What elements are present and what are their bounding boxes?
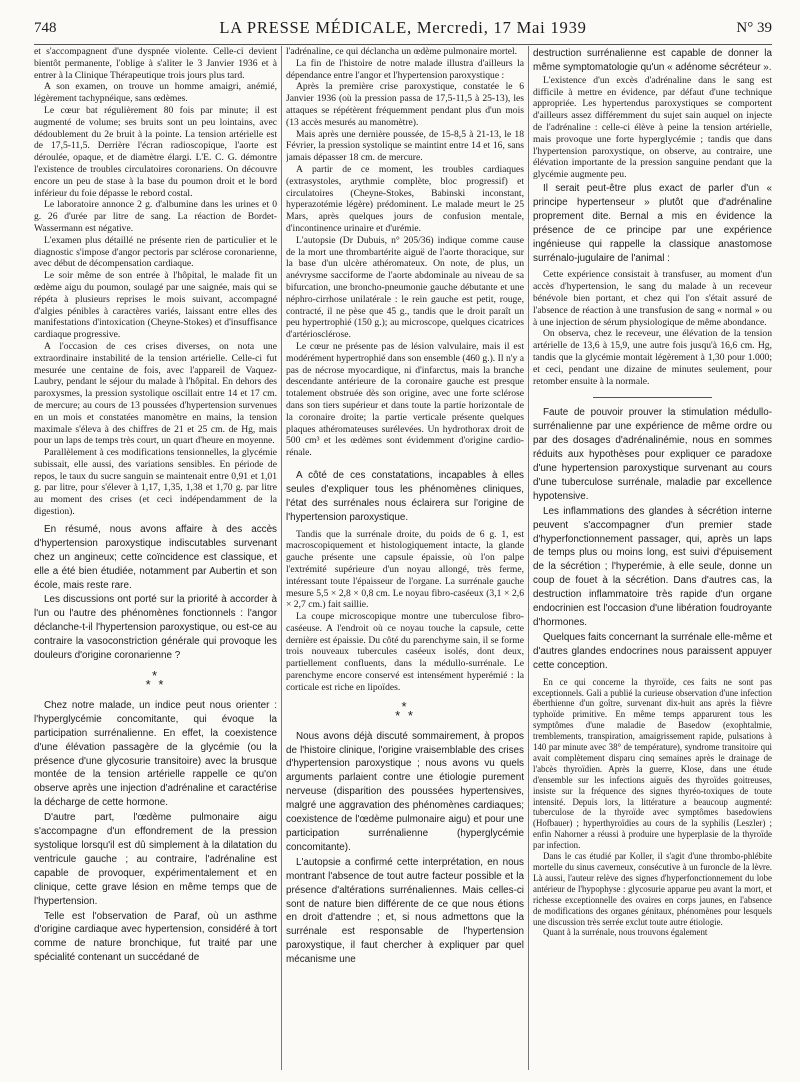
paragraph: Le cœur bat régulièrement 80 fois par minute; il est augmenté de volume; ses bruits sont un peu lointains, avec dédoublement du 2e bruit à la pointe. La tension artérielle est de 17,5-11,5. Derrière l'écran radioscopique, l'aorte est déroulée, opaque, et de diamètre élargi. L'E. C. G. démontre l'existence de troubles circulatoires coronariens. On découvre encore un peu de stase à la base du poumon droit et le bord inférieur du foie dépasse le rebord costal. (34, 104, 277, 199)
paragraph: destruction surrénalienne est capable de donner la même symptomatologie qu'un « adénome sécréteur ». (533, 48, 772, 73)
journal-title: LA PRESSE MÉDICALE, Mercredi, 17 Mai 1939 (219, 18, 587, 37)
paragraph: A son examen, on trouve un homme amaigri, anémié, légèrement tachypnéique, sans œdèmes. (34, 81, 277, 105)
paragraph: Cette expérience consistait à transfuser, au moment d'un accès d'hypertension, le sang du malade à un receveur bénévole bien portant, et chez qui l'on s'était assuré de l'absence de réaction à une transfusion de sang « normal » ou à une injection de sérum physiologique de même abondance. (533, 269, 772, 328)
column-1 (34, 46, 277, 1072)
short-rule (593, 397, 712, 398)
page-header (34, 18, 772, 42)
paragraph: En résumé, nous avons affaire à des accès d'hypertension paroxystique indiscutables survenant chez un angineux; cette coïncidence est classique, et elle a été bien étudiée, notamment par Aubertin et son école, mais reste rare. (34, 523, 277, 591)
paragraph: En ce qui concerne la thyroïde, ces faits ne sont pas exceptionnels. Gali a publié la curieuse observation d'une infection éberthienne d'un goître, survenant dix-huit ans après la fièvre typhoïde primitive. En même temps apparurent tous les symptômes d'une maladie de Basedow (exophtalmie, tremblements, transpiration, amaigrissement rapide, pulsations à 140 par minute avec 38° de température), syndrome transitoire qui avait complètement disparu cinq semaines après le drainage de l'abcès thyroïdien. Après la guerre, Klose, dans une étude d'ensemble sur les infections aiguës des thyroïdes goitreuses, insiste sur la fréquence des signes thyréo-toxiques de toute intensité. Depuis lors, la littérature a beaucoup augmenté: tuberculose de la thyroïde avec symptômes basedowiens (Hofbauer) ; hyperthyroïdies au cours de la syphilis (Leszler) ; enfin Nahorner a réussi à produire une hyperplasie de la thyroïde par infection. (533, 676, 772, 851)
column-divider (281, 46, 282, 1070)
paragraph: Il serait peut-être plus exact de parler d'un « principe hypertenseur » plutôt que d'adrénaline proprement dite. Bernal a mis en évidence la présence de ce principe par une expérience ingénieuse qui rappelle la classique anastomose surrénalo-jugulaire de l'animal : (533, 182, 772, 264)
paragraph: Faute de pouvoir prouver la stimulation médullo-surrénalienne par une expérience de même ordre ou par des dosages d'adrénalinémie, nous en sommes réduits aux hypothèses pour expliquer ce paradoxe d'une hypertension paroxystique survenant au cours d'une tuberculose surrénale, maladie par excellence hypotensive. (533, 407, 772, 502)
paragraph: Les inflammations des glandes à sécrétion interne peuvent s'accompagner d'un premier stade d'hyperfonctionnement passager, qui, après un laps de temps plus ou moins long, est suivi d'épuisement de la sécrétion ; l'hyperémie, à elle seule, donne un coup de fouet à la sécrétion. Dans d'autres cas, la destruction inflammatoire très rapide d'un organe endocrinien est l'occasion d'une libération foudroyante d'hormones. (533, 505, 772, 628)
paragraph: Mais après une dernière poussée, de 15-8,5 à 21-13, le 18 Février, la pression systolique se maintint entre 14 et 16, sans jamais dépasser 18 cm. de mercure. (286, 128, 524, 164)
page-number: 748 (34, 20, 57, 36)
column-divider (528, 46, 529, 1070)
paragraph: L'examen plus détaillé ne présente rien de particulier et le diagnostic s'impose d'angor pectoris par sclérose coronarienne, avec début de décompensation cardiaque. (34, 234, 277, 270)
column-2 (286, 46, 524, 1072)
paragraph: A côté de ces constatations, incapables à elles seules d'expliquer tous les phénomènes cliniques, l'état des surrénales nous éclairera sur l'origine de l'hypertension paroxystique. (286, 469, 524, 523)
section-separator: * * * (395, 698, 415, 723)
paragraph: La fin de l'histoire de notre malade illustra d'ailleurs la dépendance entre l'angor et l'hypertension paroxystique : (286, 57, 524, 81)
paragraph: Après la première crise paroxystique, constatée le 6 Janvier 1936 (où la pression passa de 17,5-11,5 à 25-13), les attaques se répétèrent fréquemment pendant plus d'un mois (13 accès mesurés au manomètre). (286, 81, 524, 128)
paragraph: L'autopsie a confirmé cette interprétation, en nous montrant l'absence de tout autre facteur possible et la présence d'altérations surrénaliennes. Mais celles-ci sont de nature bien différente de ce que nous étions en droit d'attendre ; et, si nous admettons que la surrénale est responsable de l'hypertension paroxystique, il faut chercher à expliquer par quel mécanisme une (286, 856, 524, 966)
paragraph: On observa, chez le receveur, une élévation de la tension artérielle de 13,6 à 15,9, une autre fois jusqu'à 16,6 cm. Hg, tandis que la glycémie montait légèrement à 1,30 pour 1.000; et ceci, pendant une dizaine de minutes seulement, pour retomber ensuite à la normale. (533, 328, 772, 387)
paragraph: Nous avons déjà discuté sommairement, à propos de l'histoire clinique, l'origine vraisemblable des crises d'hypertension paroxystique ; nous avons vu quels arguments parlaient contre une étiologie purement nerveuse (disparition des poussées hypertensives, malgré une aggravation des phénomènes cardiaques; coexistence de l'œdème pulmonaire aigu) et pour une participation surrénalienne (hyperglycémie concomitante). (286, 730, 524, 853)
paragraph: Le soir même de son entrée à l'hôpital, le malade fit un œdème aigu du poumon, soulagé par une saignée, mais qui se répéta à plusieurs reprises le mois suivant, accompagné d'algies pénibles à caractères variés, laissant entre elles des manifestations d'intoxication (Cheyne-Stokes) et d'insuffisance cardiaque progressive. (34, 270, 277, 341)
paragraph: Chez notre malade, un indice peut nous orienter : l'hyperglycémie concomitante, qui évoque la participation surrénalienne. En effet, la coexistence d'une élévation passagère de la glycémie (ou la présence d'une glycosurie transitoire) avec la brusque montée de la tension artérielle rappelle ce qu'on observe après une injection d'adrénaline et caractérise la décharge de cette hormone. (34, 699, 277, 809)
header-rule (34, 44, 772, 45)
paragraph: Dans le cas étudié par Koller, il s'agit d'une thrombo-phlébite mortelle du sinus caverneux, consécutive à un furoncle de la lèvre. Là aussi, l'auteur relève des signes d'hyperfonctionnement du lobe antérieur de l'hypophyse : glycosurie apparue peu avant la mort, et richesse exceptionnelle des ovaires en corps jaunes, en l'absence de modifications des organes génitaux, phénomènes pour lesquels une discussion très serrée exclut toute autre étiologie. (533, 851, 772, 927)
paragraph: Quelques faits concernant la surrénale elle-même et d'autres glandes endocrines nous paraissent appuyer cette conception. (533, 631, 772, 671)
paragraph: Le laboratoire annonce 2 g. d'albumine dans les urines et 0 g. 26 d'urée par litre de sang. La réaction de Bordet-Wassermann est négative. (34, 199, 277, 234)
paragraph: D'autre part, l'œdème pulmonaire aigu s'accompagne d'un effondrement de la pression systolique lorsqu'il est dû simplement à la dilatation du ventricule gauche ; au contraire, l'adrénaline est capable de provoquer, expérimentalement et en clinique, cette grave lésion en même temps que de l'hypertension. (34, 812, 277, 907)
paragraph: La coupe microscopique montre une tuberculose fibro-caséeuse. A l'endroit où ce noyau touche la capsule, cette dernière est épaissie. Du côté du parenchyme sain, il se forme trois nouveaux tubercules caséeux isolés, dont deux, partiellement confluents, dans la médullo-surrénale. Le parenchyme encore conservé est intensément hyperémié : la corticale est riche en lipoïdes. (286, 611, 524, 693)
paragraph: et s'accompagnent d'une dyspnée violente. Celle-ci devient bientôt permanente, l'oblige à s'aliter le 3 Janvier 1936 et à entrer à la Clinique Thérapeutique trois jours plus tard. (34, 46, 277, 81)
paragraph: L'autopsie (Dr Dubuis, n° 205/36) indique comme cause de la mort une thrombartérite aiguë de l'aorte thoracique, sur la base d'un ulcère athéromateux. On note, de plus, un anévrysme sacciforme de l'aorte abdominale au niveau de sa bifurcation, une broncho-pneumonie gauche débutante et une néphro-cirrhose unilatérale : le rein gauche est petit, rouge, contracté, il ne pèse que 45 g., tandis que le droit paraît un peu hypertrophié (150 g.); au microscope, quelques cicatrices d'artériosclérose. (286, 234, 524, 341)
paragraph: Telle est l'observation de Paraf, où un asthme d'origine cardiaque avec hypertension, considéré à tort comme de nature bronchique, fut traité par une spécialité contenant un succédané de (34, 910, 277, 964)
paragraph: Le cœur ne présente pas de lésion valvulaire, mais il est modérément hypertrophié dans son ensemble (460 g.). Il n'y a pas de nécrose myocardique, ni d'infarctus, mais la branche descendante antérieure de la coronaire gauche est presque totalement obstruée dès son origine, avec une forte sclérose dans son tiers supérieur et dans toute la partie horizontale de la coronaire droite; la partie verticale présente quelques plaques athéromateuses surélevées. Un hydrothorax droit de 500 cm³ et les œdèmes sont évidemment d'origine cardio-rénale. (286, 340, 524, 459)
section-separator: * * * (145, 667, 166, 692)
column-3 (533, 46, 772, 1072)
paragraph: L'existence d'un excès d'adrénaline dans le sang est difficile à mettre en évidence, par défaut d'une technique appropriée. Les hypertendus paroxystiques se comportent d'ailleurs assez différemment du sujet sain auquel on injecte de l'adrénaline : celle-ci élève à peine la tension artérielle, mais provoque une forte hyperglycémie ; tandis que dans l'hypertension paroxystique, on observe, au contraire, une élévation importante de la pression sanguine pendant que la glycémie augmente peu. (533, 74, 772, 181)
issue-number: N° 39 (736, 20, 772, 36)
paragraph: Quant à la surrénale, nous trouvons également (543, 927, 708, 938)
paragraph: Parallèlement à ces modifications tensionnelles, la glycémie subissait, elle aussi, des variations sensibles. En période de repos, le taux du sucre sanguin se maintenait entre 0,91 et 1,01 g. par litre, pour s'élever à 1,17, 1,35, 1,38 et 1,70 g. par litre au moment des crises (et ceci indépendamment de la digestion). (34, 447, 277, 518)
paragraph: l'adrénaline, ce qui déclancha un œdème pulmonaire mortel. (286, 46, 518, 57)
paragraph: Tandis que la surrénale droite, du poids de 6 g. 1, est macroscopiquement et histologiquement intacte, la glande gauche présente une capsule épaissie, où l'on palpe l'extrémité supérieure d'un noyau allongé, très ferme, intéressant toute l'épaisseur de l'organe. La surrénale gauche mesure 5,5 × 2,8 × 0,8 cm. Le noyau fibro-caséeux (3,1 × 2,6 × 2,7 cm.) fait saillie. (286, 528, 524, 611)
paragraph: Les discussions ont porté sur la priorité à accorder à l'un ou l'autre des phénomènes fonctionnels : l'angor déclanche-t-il l'hypertension paroxystique, ou est-ce au contraire la vasoconstriction générale qui provoque les douleurs d'origine coronarienne ? (34, 594, 277, 662)
paragraph: A partir de ce moment, les troubles cardiaques (extrasystoles, arythmie complète, bloc progressif) et circulatoires (Cheyne-Stokes, Babinski inconstant, hyperazotémie légère) prédominent. Le malade meurt le 25 Mars, après quelques jours de confusion mentale, d'incontinence urinaire et d'urémie. (286, 163, 524, 234)
paragraph: A l'occasion de ces crises diverses, on nota une extraordinaire instabilité de la tension artérielle. Celle-ci fut mesurée une centaine de fois, avec l'appareil de Vaquez-Laubry, pendant le séjour du malade à l'hôpital. En dehors des paroxysmes, la pression systolique oscillait entre 14 et 17 cm. de mercure; au cours de 13 poussées d'hypertension survenues en un mois et constatées manomètre en mains, la tension maximale s'éleva à des chiffres de 21 et 25 cm. de Hg, mais pour un laps de temps très court, un quart d'heure en moyenne. (34, 340, 277, 447)
